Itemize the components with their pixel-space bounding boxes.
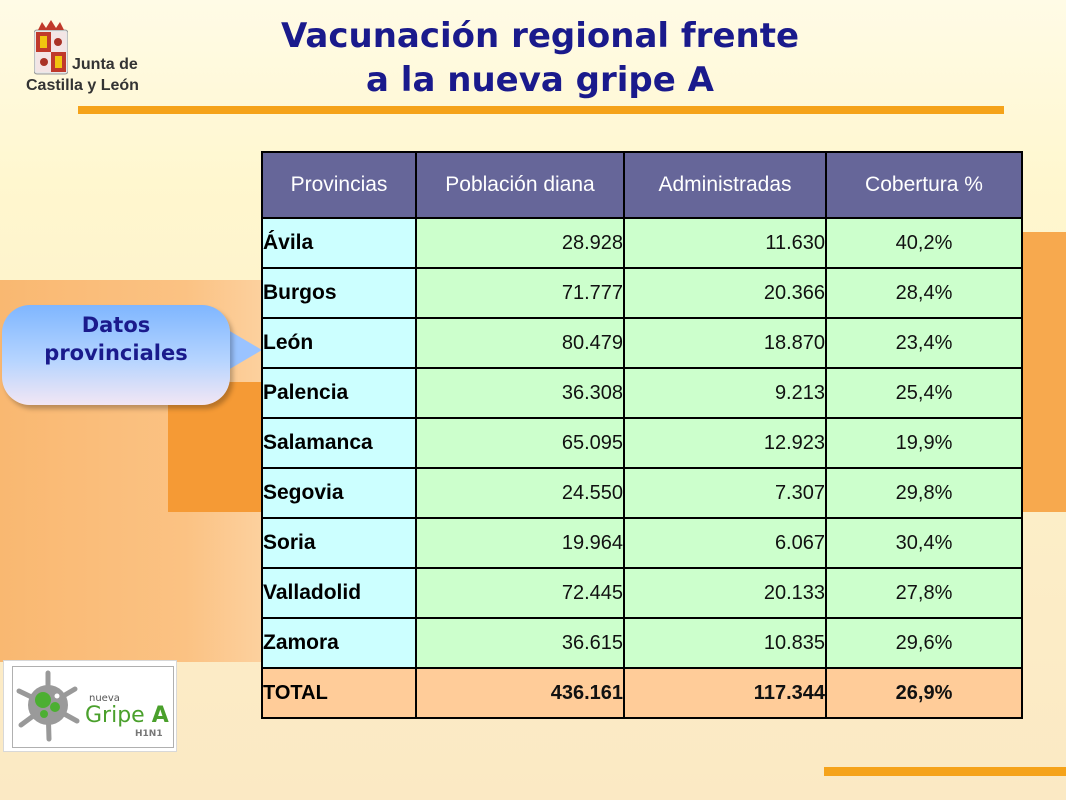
logo-text-line2: Castilla y León	[26, 77, 139, 94]
callout-pointer	[228, 330, 262, 370]
cell-provincia: Soria	[262, 518, 416, 568]
cell-provincia: Zamora	[262, 618, 416, 668]
title-underline	[78, 106, 1004, 114]
total-poblacion: 436.161	[416, 668, 624, 718]
header-administradas: Administradas	[624, 152, 826, 218]
logo-gripe: Gripe	[85, 703, 145, 728]
cell-provincia: Segovia	[262, 468, 416, 518]
coat-of-arms-icon	[34, 20, 68, 78]
title-line1: Vacunación regional frente	[280, 16, 800, 56]
cell-poblacion: 24.550	[416, 468, 624, 518]
cell-administradas: 11.630	[624, 218, 826, 268]
table-row	[262, 418, 1022, 468]
cell-provincia: León	[262, 318, 416, 368]
cell-administradas: 20.366	[624, 268, 826, 318]
cell-poblacion: 36.615	[416, 618, 624, 668]
logo-text-line1: Junta de	[72, 56, 138, 73]
cell-poblacion: 28.928	[416, 218, 624, 268]
logo-h1n1: H1N1	[135, 729, 163, 739]
cell-poblacion: 72.445	[416, 568, 624, 618]
cell-cobertura: 30,4%	[826, 518, 1022, 568]
callout-line1: Datos	[81, 313, 151, 337]
header-poblacion: Población diana	[416, 152, 624, 218]
table-row	[262, 268, 1022, 318]
cell-cobertura: 27,8%	[826, 568, 1022, 618]
junta-castilla-leon-logo	[22, 18, 162, 98]
cell-poblacion: 65.095	[416, 418, 624, 468]
cell-poblacion: 36.308	[416, 368, 624, 418]
cell-cobertura: 29,8%	[826, 468, 1022, 518]
cell-provincia: Valladolid	[262, 568, 416, 618]
cell-provincia: Palencia	[262, 368, 416, 418]
cell-administradas: 10.835	[624, 618, 826, 668]
cell-cobertura: 25,4%	[826, 368, 1022, 418]
background-right-panel	[1020, 232, 1066, 512]
total-cobertura: 26,9%	[826, 668, 1022, 718]
logo-nueva: nueva	[89, 693, 120, 704]
cell-administradas: 7.307	[624, 468, 826, 518]
table-row	[262, 518, 1022, 568]
title-line2: a la nueva gripe A	[366, 60, 714, 100]
gripe-a-logo	[3, 660, 177, 752]
logo-a: A	[151, 703, 169, 728]
bottom-accent-bar	[824, 767, 1066, 776]
cell-poblacion: 71.777	[416, 268, 624, 318]
table-row	[262, 218, 1022, 268]
callout-bubble	[2, 305, 230, 405]
cell-cobertura: 40,2%	[826, 218, 1022, 268]
header-provincias: Provincias	[262, 152, 416, 218]
vaccination-table	[261, 151, 1023, 719]
cell-administradas: 20.133	[624, 568, 826, 618]
table-row	[262, 368, 1022, 418]
table-total-row	[262, 668, 1022, 718]
cell-cobertura: 19,9%	[826, 418, 1022, 468]
table-row	[262, 318, 1022, 368]
cell-cobertura: 23,4%	[826, 318, 1022, 368]
cell-administradas: 18.870	[624, 318, 826, 368]
total-label: TOTAL	[262, 668, 416, 718]
table-header-row	[262, 152, 1022, 218]
callout-line2: provinciales	[44, 341, 188, 365]
cell-cobertura: 29,6%	[826, 618, 1022, 668]
cell-poblacion: 80.479	[416, 318, 624, 368]
table-row	[262, 618, 1022, 668]
table-row	[262, 568, 1022, 618]
cell-administradas: 12.923	[624, 418, 826, 468]
cell-cobertura: 28,4%	[826, 268, 1022, 318]
cell-provincia: Ávila	[262, 218, 416, 268]
cell-administradas: 9.213	[624, 368, 826, 418]
total-administradas: 117.344	[624, 668, 826, 718]
logo-gripe-text	[85, 703, 169, 728]
cell-poblacion: 19.964	[416, 518, 624, 568]
virus-icon	[13, 667, 83, 745]
header-cobertura: Cobertura %	[826, 152, 1022, 218]
cell-provincia: Salamanca	[262, 418, 416, 468]
table-row	[262, 468, 1022, 518]
cell-administradas: 6.067	[624, 518, 826, 568]
page-title	[150, 14, 930, 102]
cell-provincia: Burgos	[262, 268, 416, 318]
